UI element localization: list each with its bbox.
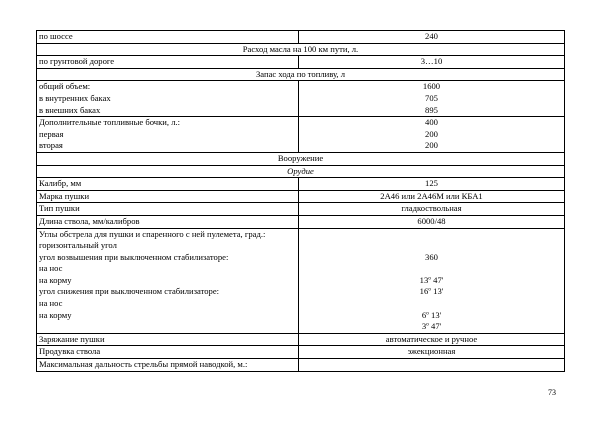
section-heading: Запас хода по топливу, л (37, 68, 565, 81)
section-heading: Вооружение (37, 152, 565, 165)
value-cell: 1600 705 895 (299, 81, 565, 117)
table-row (37, 56, 565, 69)
table-row (37, 346, 565, 359)
table-row (37, 228, 565, 333)
elevation-nose-value: 13$^o$ 47' (419, 274, 444, 285)
value-cell (299, 359, 565, 372)
table-row (37, 81, 565, 117)
section-row (37, 68, 565, 81)
value-cell: 400 200 200 (299, 117, 565, 153)
label-cell: Марка пушки (37, 190, 299, 203)
value-cell: гладкоствольная (299, 203, 565, 216)
table-row (37, 190, 565, 203)
label-cell: Дополнительные топливные бочки, л.: первая вторая (37, 117, 299, 153)
section-row (37, 165, 565, 178)
label-cell: по шоссе (37, 31, 299, 44)
table-row (37, 333, 565, 346)
table-row (37, 117, 565, 153)
label-cell: Тип пушки (37, 203, 299, 216)
section-row (37, 152, 565, 165)
table-row (37, 203, 565, 216)
value-cell: 2А46 или 2А46М или КБА1 (299, 190, 565, 203)
section-row (37, 43, 565, 56)
section-heading: Расход масла на 100 км пути, л. (37, 43, 565, 56)
label-cell: Углы обстрела для пушки и спаренного с ней пулемета, град.: горизонтальный угол угол возвышения при выключенном стабилизаторе: на нос на корму угол снижения при выключенном стабилизаторе: на нос на корму (37, 228, 299, 333)
label-cell: Максимальная дальность стрельбы прямой наводкой, м.: (37, 359, 299, 372)
label-cell: Продувка ствола (37, 346, 299, 359)
depression-nose-value: 6$^o$ 13' (421, 309, 442, 320)
value-cell: 6000/48 (299, 215, 565, 228)
label-cell: Длина ствола, мм/калибров (37, 215, 299, 228)
value-cell: 3…10 (299, 56, 565, 69)
label-cell: общий объем: в внутренних баках в внешних баках (37, 81, 299, 117)
value-cell: эжекционная (299, 346, 565, 359)
subsection-heading: Орудие (37, 165, 565, 178)
page-number: 73 (548, 388, 556, 397)
table-row (37, 178, 565, 191)
table-row (37, 359, 565, 372)
table-row (37, 31, 565, 44)
value-cell: автоматическое и ручное (299, 333, 565, 346)
label-cell: Калибр, мм (37, 178, 299, 191)
elevation-stern-value: 16$^o$ 13' (419, 286, 444, 297)
label-cell: по грунтовой дороге (37, 56, 299, 69)
value-cell: 240 (299, 31, 565, 44)
label-cell: Заряжание пушки (37, 333, 299, 346)
depression-stern-value: 3$^o$ 47' (421, 321, 442, 332)
value-cell: 125 (299, 178, 565, 191)
value-cell: 360 13$^o$ 47' 16$^o$ 13' 6$^o$ 13' 3$^o$ 47' (299, 228, 565, 333)
specification-table (36, 30, 565, 372)
table-row (37, 215, 565, 228)
